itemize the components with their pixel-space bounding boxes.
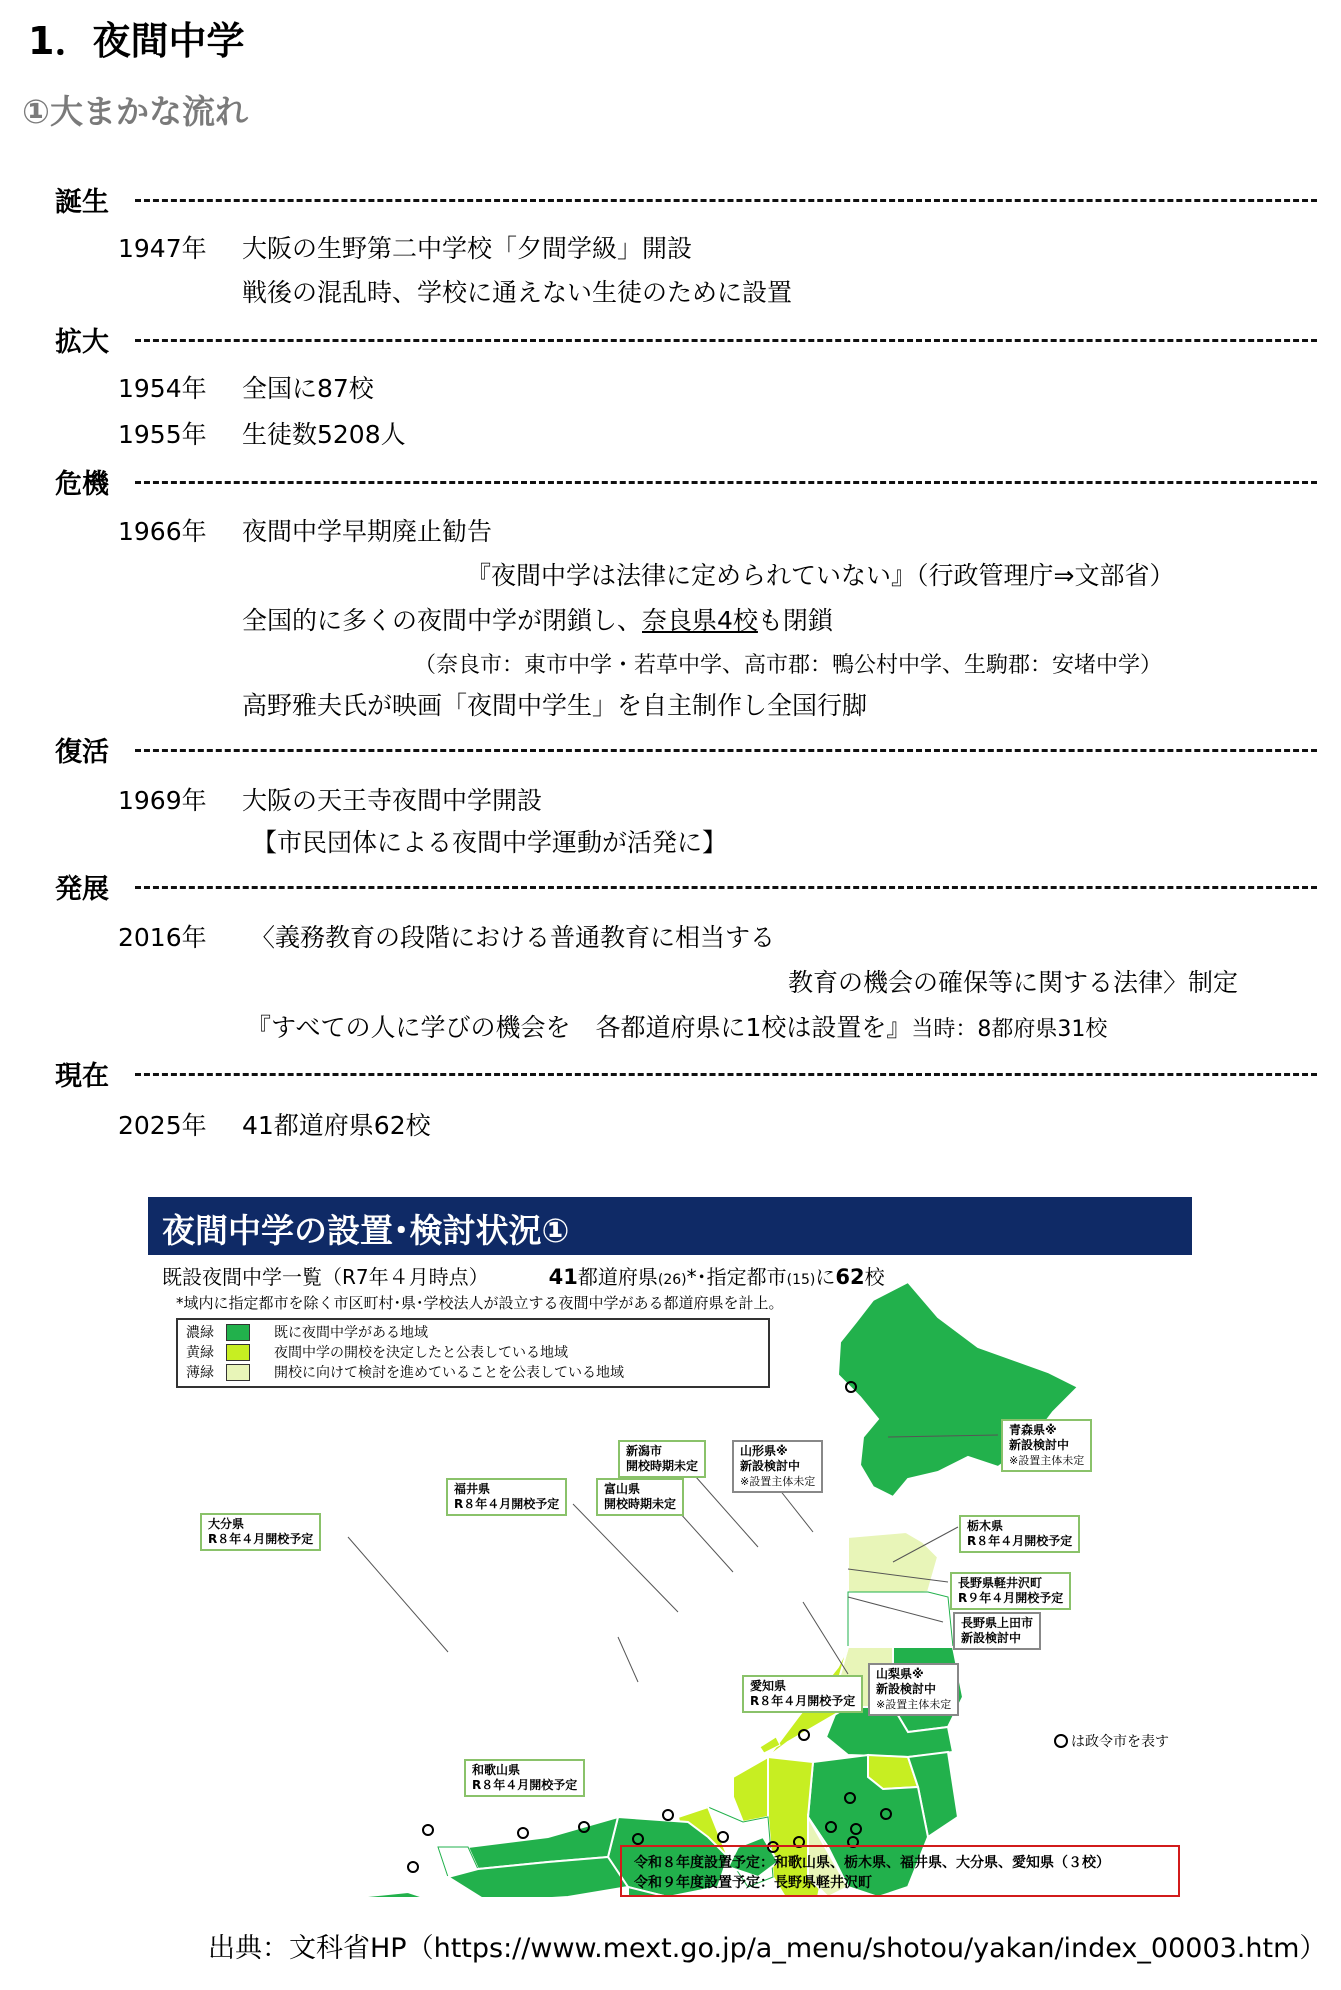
callout-aichi <box>742 1675 863 1713</box>
leader-line <box>893 1527 958 1562</box>
event-text: 大阪の生野第二中学校「夕間学級」開設 <box>242 234 693 263</box>
era-label-expansion: 拡大 <box>55 327 109 358</box>
callout-toyama <box>596 1478 684 1516</box>
ring-icon <box>1054 1734 1068 1748</box>
era-label-crisis: 危機 <box>55 469 109 500</box>
callout-line: 大分県 <box>208 1517 245 1531</box>
callout-yamanashi <box>868 1663 959 1716</box>
event-text <box>242 601 833 637</box>
callout-line: 富山県 <box>604 1482 641 1496</box>
year-label: 2025年 <box>118 1111 207 1140</box>
city-marker <box>799 1730 809 1740</box>
callout-line: 新設検討中 <box>876 1682 937 1696</box>
callout-ueda <box>953 1612 1041 1650</box>
leader-line <box>573 1504 678 1612</box>
era-label-present: 現在 <box>55 1061 109 1092</box>
callout-line: 新潟市 <box>626 1444 663 1458</box>
legend-text: 既に夜間中学がある地域 <box>274 1325 428 1341</box>
event-text-part: 『すべての人に学びの機会を 各都道府県に1校は設置を』 <box>246 1013 912 1042</box>
callout-karuizawa <box>950 1572 1071 1610</box>
callout-line: 新設検討中 <box>1009 1438 1070 1452</box>
callout-line: 青森県※ <box>1009 1423 1057 1437</box>
year-label: 1954年 <box>118 374 207 403</box>
event-text: 夜間中学早期廃止勧告 <box>242 517 493 546</box>
era-label-revival: 復活 <box>55 737 109 768</box>
year-label: 1947年 <box>118 234 207 263</box>
legend-key: 黄緑 <box>186 1345 214 1361</box>
subtitle-text: 都道府県 <box>577 1265 658 1289</box>
callout-line: 開校時期未定 <box>626 1459 699 1473</box>
leader-line <box>848 1597 943 1622</box>
section-heading: ①大まかな流れ <box>22 92 248 131</box>
event-text: 高野雅夫氏が映画「夜間中学生」を自主制作し全国行脚 <box>242 691 868 720</box>
divider <box>135 339 1317 342</box>
subtitle-text: (26) <box>657 1272 687 1288</box>
map-figure <box>148 1197 1192 1897</box>
event-text: 〈義務教育の段階における普通教育に相当する <box>250 923 776 952</box>
callout-line: ※設置主体未定 <box>876 1698 952 1711</box>
nara-highlight: 奈良県4校 <box>642 606 758 635</box>
city-marker <box>846 1382 856 1392</box>
subtitle-text: (15) <box>786 1272 816 1288</box>
callout-line: R８年４月開校予定 <box>472 1778 578 1792</box>
divider <box>135 886 1317 889</box>
year-label: 1955年 <box>118 420 207 449</box>
region-kyushu <box>358 1892 448 1897</box>
page-title: 1．夜間中学 <box>28 19 245 63</box>
event-text: 『夜間中学は法律に定められていない』（行政管理庁⇒文部省） <box>466 561 1175 590</box>
event-text <box>246 1008 1107 1044</box>
event-text-part: 全国的に多くの夜間中学が閉鎖し、 <box>242 606 643 635</box>
year-label: 1969年 <box>118 786 207 815</box>
leader-line <box>848 1569 948 1582</box>
callout-line: R９年４月開校予定 <box>958 1591 1064 1605</box>
callout-line: 新設検討中 <box>961 1631 1022 1645</box>
callout-line: 愛知県 <box>750 1679 787 1693</box>
subtitle-text: に <box>815 1265 836 1289</box>
callout-line: ※設置主体未定 <box>740 1475 816 1488</box>
event-text: 教育の機会の確保等に関する法律〉制定 <box>788 968 1239 997</box>
callout-line: R８年４月開校予定 <box>750 1694 856 1708</box>
callout-line: 長野県上田市 <box>961 1616 1034 1630</box>
callout-line: 福井県 <box>454 1482 491 1496</box>
year-label: 2016年 <box>118 923 207 952</box>
subtitle-count: 41 <box>548 1265 578 1289</box>
city-marker <box>826 1822 836 1832</box>
divider <box>135 1073 1317 1076</box>
leader-line <box>803 1602 848 1674</box>
ordinance-city-note <box>1054 1731 1169 1751</box>
event-text: 全国に87校 <box>242 374 374 403</box>
era-label-development: 発展 <box>55 874 109 905</box>
event-text: 戦後の混乱時、学校に通えない生徒のために設置 <box>242 278 793 307</box>
source-citation: 出典：文科省HP（https://www.mext.go.jp/a_menu/shotou/yakan/index_00003.htm） <box>208 1933 1327 1964</box>
map-note: *域内に指定都市を除く市区町村･県･学校法人が設立する夜間中学がある都道府県を計上。 <box>176 1294 784 1312</box>
callout-line: R８年４月開校予定 <box>454 1497 560 1511</box>
callout-line: 和歌山県 <box>472 1763 521 1777</box>
ordinance-note-text: は政令市を表す <box>1071 1734 1169 1750</box>
divider <box>135 749 1317 752</box>
callout-line: 開校時期未定 <box>604 1497 677 1511</box>
event-detail: （奈良市：東市中学・若草中学、高市郡：鴨公村中学、生駒郡：安堵中学） <box>414 653 1163 678</box>
city-marker <box>663 1810 673 1820</box>
callout-niigata <box>618 1440 706 1478</box>
event-text-part: も閉鎖 <box>757 606 833 635</box>
city-marker <box>718 1832 728 1842</box>
divider <box>135 199 1317 202</box>
callout-line: 栃木県 <box>967 1519 1004 1533</box>
callout-fukui <box>446 1478 567 1516</box>
city-marker <box>408 1862 418 1872</box>
callout-line: ※設置主体未定 <box>1009 1454 1085 1467</box>
callout-line: 長野県軽井沢町 <box>958 1576 1043 1590</box>
city-marker <box>851 1824 861 1834</box>
callout-tochigi <box>959 1515 1080 1553</box>
subtitle-count: 62 <box>835 1265 865 1289</box>
plan-r8: 令和８年度設置予定：和歌山県、栃木県、福井県、大分県、愛知県（３校） <box>634 1855 1110 1871</box>
divider <box>135 481 1317 484</box>
callout-line: R８年４月開校予定 <box>967 1534 1073 1548</box>
city-marker <box>845 1793 855 1803</box>
leader-line <box>348 1537 448 1652</box>
plan-r9: 令和９年度設置予定：長野県軽井沢町 <box>634 1875 872 1891</box>
callout-yamagata <box>732 1440 823 1493</box>
callout-line: 山形県※ <box>740 1444 788 1458</box>
subtitle-text: *･指定都市 <box>686 1265 787 1289</box>
event-text: 【市民団体による夜間中学運動が活発に】 <box>252 828 728 857</box>
legend-text: 開校に向けて検討を進めていることを公表している地域 <box>274 1365 624 1381</box>
callout-aomori <box>1001 1419 1092 1472</box>
year-label: 1966年 <box>118 517 207 546</box>
callout-oita <box>200 1513 321 1551</box>
schedule-box <box>620 1845 1180 1897</box>
legend-text: 夜間中学の開校を決定したと公表している地域 <box>274 1345 568 1361</box>
city-marker <box>518 1828 528 1838</box>
event-text: 41都道府県62校 <box>242 1111 431 1140</box>
callout-line: 新設検討中 <box>740 1459 801 1473</box>
subtitle-text: 校 <box>864 1265 885 1289</box>
callout-line: R８年４月開校予定 <box>208 1532 314 1546</box>
leader-line <box>888 1435 998 1437</box>
legend-key: 薄緑 <box>186 1365 214 1381</box>
leader-line <box>618 1637 638 1682</box>
map-title: 夜間中学の設置･検討状況① <box>162 1211 570 1250</box>
subtitle-text: 既設夜間中学一覧（R7年４月時点） <box>162 1265 489 1289</box>
city-marker <box>423 1825 433 1835</box>
event-text: 大阪の天王寺夜間中学開設 <box>242 786 543 815</box>
callout-line: 山梨県※ <box>876 1667 924 1681</box>
callout-wakayama <box>464 1759 585 1797</box>
event-text-part: 当時：8都府県31校 <box>911 1017 1108 1042</box>
city-marker <box>881 1809 891 1819</box>
event-text: 生徒数5208人 <box>242 420 406 449</box>
era-label-birth: 誕生 <box>55 187 109 218</box>
legend-key: 濃緑 <box>186 1325 214 1341</box>
